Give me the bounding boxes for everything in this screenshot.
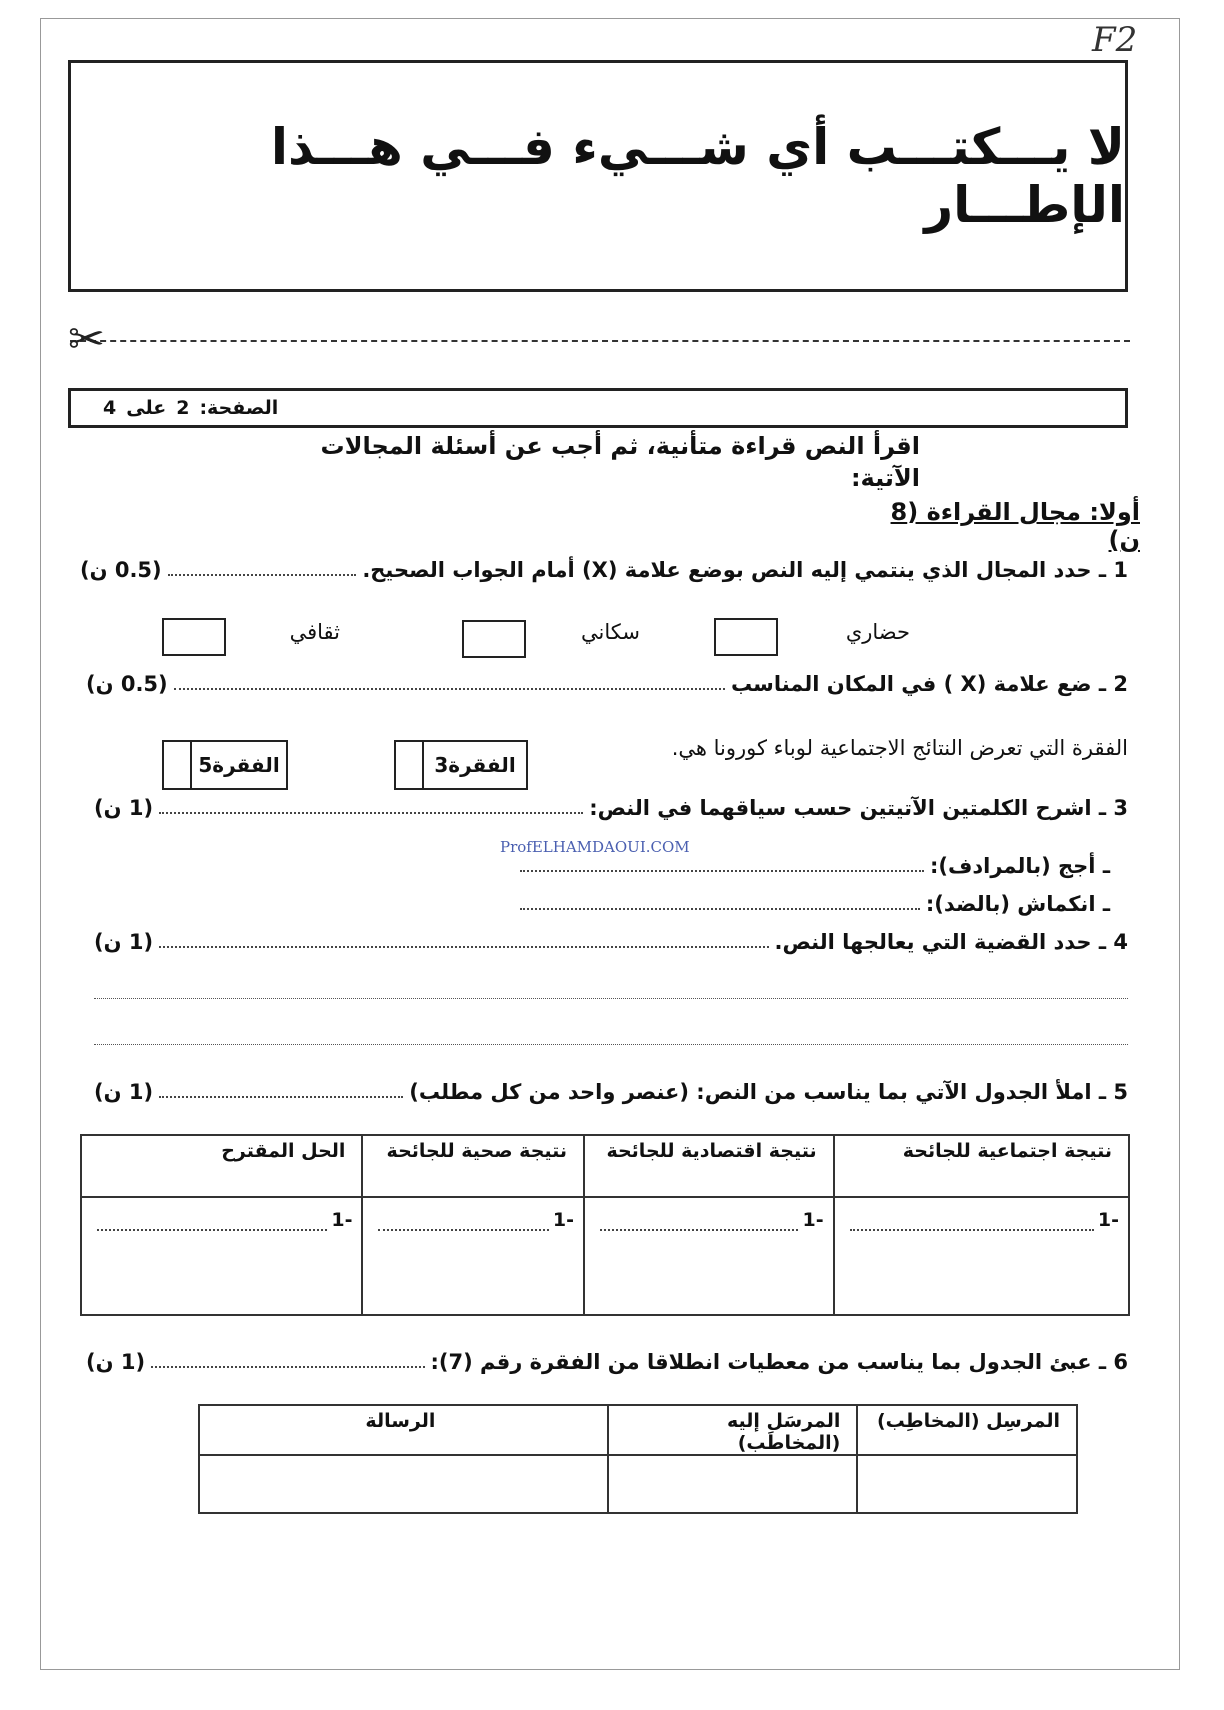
no-write-notice: لا يـــكتـــب أي شـــيء فـــي هـــذا الإطـــار [270,118,1125,234]
checkbox-option-1[interactable] [714,618,778,656]
paragraph-option-label: الفقرة5 [190,742,286,788]
question-2-statement: الفقرة التي تعرض النتائج الاجتماعية لوباء كورونا هي. [671,736,1128,760]
question-1-points: (0.5 ن) [80,558,162,582]
question-4-points: (1 ن) [94,930,154,954]
checkbox-option-3[interactable] [162,618,226,656]
paragraph-checkbox[interactable] [164,742,190,788]
table-header: نتيجة صحية للجائحة [362,1135,584,1197]
instructions: اقرأ النص قراءة متأنية، ثم أجب عن أسئلة المجالات الآتية: [320,432,920,492]
communication-table [198,1404,1078,1514]
paragraph-option-3[interactable] [394,740,528,790]
question-1-text: 1 ـ حدد المجال الذي ينتمي إليه النص بوضع علامة (X) أمام الجواب الصحيح. [362,558,1128,582]
cell-prefix: -1 [552,1209,575,1231]
question-2-text: 2 ـ ضع علامة (X ) في المكان المناسب [730,672,1128,696]
question-1 [80,558,1128,582]
table-cell[interactable] [608,1455,858,1513]
table-row [199,1455,1077,1513]
question-4-text: 4 ـ حدد القضية التي يعالجها النص. [774,930,1128,954]
question-3-text: 3 ـ اشرح الكلمتين الآتيتين حسب سياقهما في النص: [589,796,1128,820]
table-header-row [81,1135,1129,1197]
page-current: 2 [176,397,190,419]
paragraph-option-label: الفقرة3 [422,742,526,788]
definition-item: ـ أجج (بالمرادف): [929,854,1110,878]
question-6-text: 6 ـ عبئ الجدول بما يناسب من معطيات انطلاقا من الفقرة رقم (7): [430,1350,1128,1374]
section-title: أولا: مجال القراءة (8 ن) [890,498,1140,554]
page-label: الصفحة: [199,397,279,419]
table-header: الرسالة [199,1405,608,1455]
question-5-points: (1 ن) [94,1080,154,1104]
dots [159,1096,403,1098]
table-row [81,1197,1129,1315]
page-indicator [68,388,1128,428]
option-label: سكاني [581,620,640,644]
results-table [80,1134,1130,1316]
definition-item: ـ انكماش (بالضد): [925,892,1110,916]
page-of: على [126,397,167,419]
paragraph-checkbox[interactable] [396,742,422,788]
dots [159,812,583,814]
table-header: نتيجة اقتصادية للجائحة [584,1135,834,1197]
cell-prefix: -1 [331,1209,353,1231]
table-cell[interactable] [857,1455,1077,1513]
table-header: نتيجة اجتماعية للجائحة [834,1135,1129,1197]
answer-line[interactable] [520,908,920,910]
question-5 [94,1080,1128,1104]
checkbox-option-2[interactable] [462,620,526,658]
no-write-box [68,60,1128,292]
answer-line[interactable] [378,1211,548,1231]
definition-row [520,892,1110,916]
question-2-points: (0.5 ن) [86,672,168,696]
option-label: ثقافي [289,620,340,644]
question-3-points: (1 ن) [94,796,154,820]
definition-row [520,854,1110,878]
question-4 [94,930,1128,954]
dots [174,688,725,690]
answer-line[interactable] [97,1211,327,1231]
table-header: المرسَل إليه (المخاطَب) [608,1405,858,1455]
answer-line[interactable] [94,998,1128,999]
answer-line[interactable] [600,1211,798,1231]
table-header-row [199,1405,1077,1455]
question-6-points: (1 ن) [86,1350,146,1374]
answer-line[interactable] [94,1044,1128,1045]
question-3 [94,796,1128,820]
dots [159,946,768,948]
scissors-icon: ✂ [68,314,105,365]
answer-line[interactable] [520,870,924,872]
dots [151,1366,424,1368]
cut-line [70,340,1130,342]
option-label: حضاري [845,620,910,644]
question-2 [86,672,1128,696]
corner-mark: F2 [1092,20,1138,60]
table-cell[interactable] [834,1197,1129,1315]
table-cell[interactable] [584,1197,834,1315]
dots [168,574,357,576]
question-6 [86,1350,1128,1374]
cell-prefix: -1 [1097,1209,1119,1231]
table-cell[interactable] [81,1197,362,1315]
table-cell[interactable] [199,1455,608,1513]
table-header: الحل المقترح [81,1135,362,1197]
cell-prefix: -1 [802,1209,824,1231]
table-cell[interactable] [362,1197,584,1315]
page-total: 4 [103,397,117,419]
question-5-text: 5 ـ املأ الجدول الآتي بما يناسب من النص: (عنصر واحد من كل مطلب) [409,1080,1128,1104]
table-header: المرسِل (المخاطِب) [857,1405,1077,1455]
answer-line[interactable] [850,1211,1094,1231]
paragraph-option-5[interactable] [162,740,288,790]
watermark: ProfELHAMDAOUI.COM [500,838,690,856]
